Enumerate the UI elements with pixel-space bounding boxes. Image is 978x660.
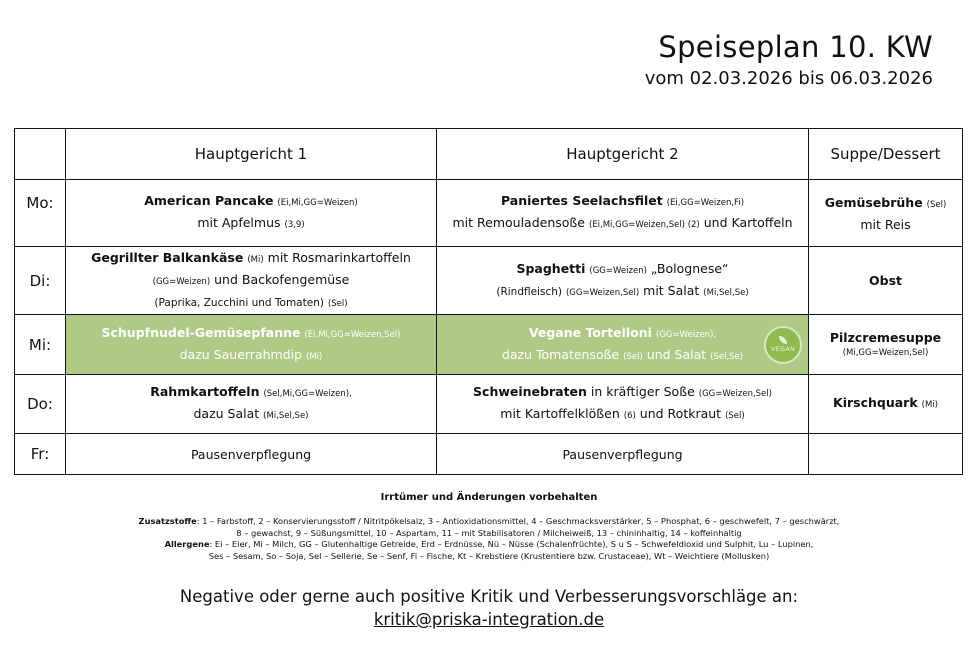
- side-dish-rest: und Rotkraut: [639, 406, 722, 421]
- vegan-badge-label: VEGAN: [771, 345, 795, 353]
- dish-name-rest: mit Rosmarinkartoffeln: [267, 249, 411, 265]
- main1-cell: [66, 375, 437, 434]
- feedback-email-link[interactable]: kritik@priska-integration.de: [373, 610, 605, 629]
- soup-cell: [809, 247, 963, 315]
- soup-cell: [809, 180, 963, 247]
- main1-cell-highlighted: [66, 315, 437, 375]
- disclaimer: Irrtümer und Änderungen vorbehalten: [380, 492, 598, 503]
- dish-name: Spaghetti: [516, 260, 586, 276]
- vegan-leaf-icon: [779, 336, 787, 344]
- additives-line-2: 8 – gewachst, 9 – Süßungsmittel, 10 – Aspartam, 11 – mit Stabilisatoren / Milcheiweiß, 13 – chininhaltig, 14 – koffeinhaltig: [236, 527, 742, 538]
- column-header-day: [15, 129, 66, 180]
- allergen-info: (Mi): [247, 254, 264, 265]
- main2-cell: [437, 247, 809, 315]
- side-dish: mit Remouladensoße: [452, 215, 585, 230]
- allergens-line-2: Ses – Sesam, So – Soja, Sel – Sellerie, Se – Senf, Fi – Fische, Kt – Krebstiere (Krustentiere bzw. Crustaceae), Wt – Weichtiere (Mollusken): [208, 550, 770, 561]
- dish-note: (Rindfleisch): [496, 285, 562, 298]
- dish-name: Pilzcremesuppe: [829, 330, 942, 345]
- table-row-monday: [15, 180, 963, 247]
- dish-name: Schweinebraten: [473, 384, 587, 399]
- allergen-info: (Mi): [306, 351, 323, 362]
- soup-cell: [809, 375, 963, 434]
- dish-name: Schupfnudel-Gemüsepfanne: [101, 324, 301, 340]
- dish-name: Paniertes Seelachsfilet: [500, 193, 663, 208]
- allergen-info: (3,9): [284, 220, 305, 230]
- allergen-info: (Mi,GG=Weizen,Sel): [842, 348, 929, 358]
- column-header-main2: Hauptgericht 2: [437, 129, 809, 180]
- table-row-wednesday: [15, 315, 963, 375]
- feedback-section: [0, 585, 978, 631]
- soup-cell: [809, 315, 963, 375]
- dish-name: Gemüsebrühe: [824, 194, 923, 210]
- side-dish: dazu Tomatensoße: [501, 346, 620, 362]
- side-dish: mit Salat: [643, 282, 700, 298]
- allergen-info: (Ei,Mi,GG=Weizen,Sel) (2): [588, 220, 700, 230]
- allergen-info: (Mi,Sel,Se): [263, 411, 309, 421]
- dish-note: (Paprika, Zucchini und Tomaten): [154, 296, 324, 309]
- dish-name: Pausenverpflegung: [190, 446, 312, 462]
- side-dish-rest: und Kartoffeln: [703, 215, 793, 230]
- allergen-info: (Sel,Se): [710, 351, 744, 362]
- feedback-text: Negative oder gerne auch positive Kritik und Verbesserungsvorschläge an:: [179, 587, 799, 606]
- soup-cell: [809, 434, 963, 475]
- allergen-info: (Ei,Mi,GG=Weizen,Sel): [304, 329, 401, 340]
- table-header-row: [15, 129, 963, 180]
- allergen-info: (GG=Weizen),: [655, 329, 717, 340]
- day-label: Fr:: [15, 434, 66, 475]
- side-dish: dazu Sauerrahmdip: [179, 346, 303, 362]
- dish-name-rest: „Bolognese“: [650, 260, 729, 276]
- date-range: vom 02.03.2026 bis 06.03.2026: [644, 68, 933, 89]
- allergen-info: (Ei,GG=Weizen,Fi): [666, 198, 745, 208]
- side-dish: mit Apfelmus: [197, 215, 281, 230]
- allergens-label: Allergene: [164, 539, 210, 550]
- allergens-line-1: [0, 539, 978, 551]
- side-dish: dazu Salat: [193, 406, 260, 421]
- dish-name: Obst: [869, 273, 902, 288]
- side-dish: mit Kartoffelklößen: [500, 406, 620, 421]
- side-dish: mit Reis: [860, 216, 911, 232]
- allergen-info: (GG=Weizen,Sel): [565, 287, 640, 298]
- allergen-info: (Sel): [926, 199, 947, 210]
- allergen-info: (6): [623, 411, 636, 421]
- additives-label: Zusatzstoffe: [138, 516, 197, 526]
- allergen-info: (Sel): [725, 411, 745, 421]
- table-row-thursday: [15, 375, 963, 434]
- allergen-info: (GG=Weizen): [152, 276, 211, 287]
- column-header-main1: Hauptgericht 1: [66, 129, 437, 180]
- allergens-text: : Ei – Eier, Mi – Milch, GG – Glutenhaltige Getreide, Erd – Erdnüsse, Nü – Nüsse (Schalenfrüchte), S u S – Schwefeldioxid und Sulphit, Lu – Lupinen,: [209, 539, 814, 550]
- vegan-badge-icon: [764, 326, 802, 364]
- additives-line-1: [0, 516, 978, 528]
- dish-name: Kirschquark: [833, 395, 918, 410]
- allergen-info: (Sel): [623, 351, 643, 362]
- legend: [0, 516, 978, 562]
- dish-name: Pausenverpflegung: [562, 446, 683, 462]
- dish-name: Vegane Tortelloni: [528, 324, 652, 340]
- main2-cell: [437, 375, 809, 434]
- main1-cell: [66, 180, 437, 247]
- day-label: Do:: [15, 375, 66, 434]
- allergen-info: (Sel,Mi,GG=Weizen),: [263, 389, 352, 399]
- allergen-info: (Mi): [921, 400, 938, 410]
- dish-name: Rahmkartoffeln: [150, 384, 260, 399]
- side-dish-rest: und Salat: [646, 346, 707, 362]
- allergen-info: (GG=Weizen,Sel): [698, 389, 772, 399]
- allergen-info: (Mi,Sel,Se): [703, 287, 749, 298]
- dish-name: American Pancake: [144, 193, 274, 208]
- allergen-info: (GG=Weizen): [589, 265, 647, 276]
- side-dish: und Backofengemüse: [214, 271, 350, 287]
- main2-cell: [437, 434, 809, 475]
- main2-cell: [437, 180, 809, 247]
- main1-cell: [66, 434, 437, 475]
- day-label: Mo:: [15, 180, 66, 247]
- menu-table: [14, 128, 963, 475]
- header: [645, 30, 933, 91]
- column-header-soup: Suppe/Dessert: [809, 129, 963, 180]
- main1-cell: [66, 247, 437, 315]
- page-title: Speiseplan 10. KW: [658, 30, 933, 64]
- dish-name: Gegrillter Balkankäse: [91, 249, 244, 265]
- dish-name-rest: in kräftiger Soße: [590, 384, 695, 399]
- table-row-tuesday: [15, 247, 963, 315]
- day-label: Mi:: [15, 315, 66, 375]
- day-label: Di:: [15, 247, 66, 315]
- additives-text: : 1 – Farbstoff, 2 – Konservierungsstoff / Nitritpökelsalz, 3 – Antioxidationsmittel, 4 – Geschmacksverstärker, 5 – Phosphat, 6 – geschwefelt, 7 – geschwärzt,: [196, 516, 840, 526]
- allergen-info: (Ei,Mi,GG=Weizen): [277, 198, 358, 208]
- main2-cell-highlighted: [437, 315, 809, 375]
- table-row-friday: [15, 434, 963, 475]
- allergen-info: (Sel): [327, 298, 348, 309]
